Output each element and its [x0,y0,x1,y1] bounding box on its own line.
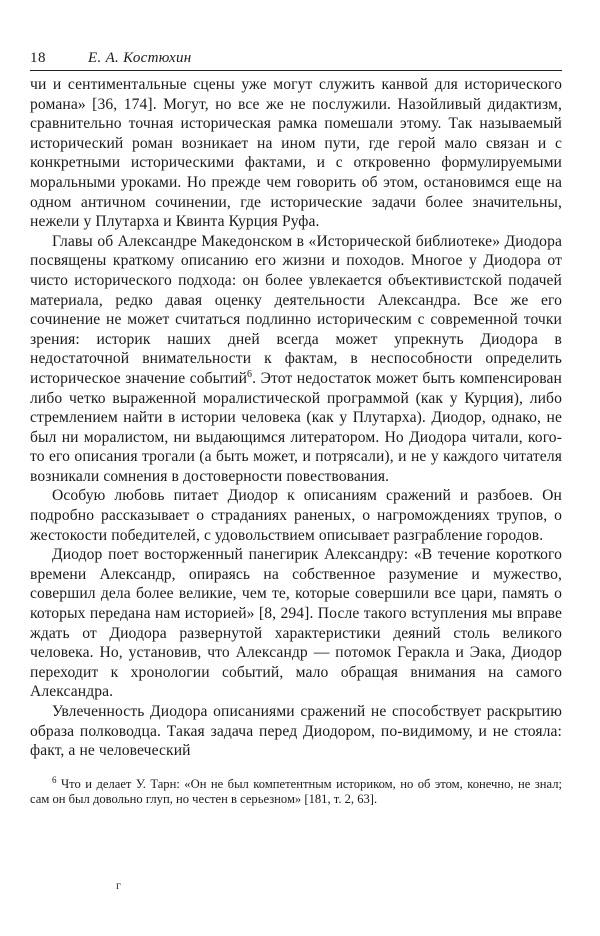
book-page [30,38,562,918]
paragraph-1: чи и сентиментальные сцены уже могут служить канвой для исторического романа» [36, 174]. Могут, но все же не послужили. Назойливый дидактизм, сравнительно точная историческая рамка помешали этому. Так называемый исторический роман возникает на ином пути, где герой мало связан и с конкретными историческими фактами, и с откровенно формулируемыми моральными уроками. Но прежде чем говорить об этом, остановимся еще на одном античном сочинении, где исторические задачи более значительны, нежели у Плутарха и Квинта Курция Руфа. [30,76,562,231]
stray-print-mark: г [116,878,121,892]
paragraph-5: Увлеченность Диодора описаниями сражений не способствует раскрытию образа полководца. Такая задача перед Диодором, по-видимому, и не стояла: факт, а не человеческий [30,703,562,760]
main-text [30,75,562,761]
footnote-number: 6 [52,774,57,785]
page-header [30,38,562,71]
running-head-author: Е. А. Костюхин [88,50,192,66]
paragraph-4: Диодор поет восторженный панегирик Александру: «В течение короткого времени Александр, опираясь на собственное разумение и мужество, совершил дела более великие, чем те, которые совершили все цари, память о которых передана нам историей» [8, 294]. После такого вступления мы вправе ждать от Диодора развернутой характеристики деяний столь великого человека. Но, установив, что Александр — потомок Геракла и Эака, Диодор переходит к хронологии событий, мало обращая внимания на самого Александра. [30,546,562,701]
footnote-reference: 6 [247,368,253,380]
footnote [30,774,562,808]
paragraph-3: Особую любовь питает Диодор к описаниям сражений и разбоев. Он подробно рассказывает о страданиях раненых, о нагромождениях трупов, о жестокости победителей, с удовольствием описывает разграбление городов. [30,487,562,544]
page-number: 18 [30,50,46,66]
paragraph-2-text-after: . Этот недостаток может быть компенсирован либо четко выраженной моралистической программой (как у Курция), либо стремлением найти в истории человека (как у Плутарха). Диодор, однако, не был ни моралистом, ни выдающимся литератором. Но Диодора читали, кого-то его описания трогали (а быть может, и потрясали), и не у каждого читателя возникали сомнения в достоверности повествования. [30,369,562,485]
paragraph-2-text-before: Главы об Александре Македонском в «Исторической библиотеке» Диодора посвящены краткому описанию его жизни и походов. Многое у Диодора от чисто исторического подхода: он более увлекается объективистской подачей материала, редко давая оценку деятельности Александра. Все же его сочинение не может считаться подлинно историческим с современной точки зрения: историк наших дней всегда может упрекнуть Диодора в недостаточной внимательности к фактам, в неспособности определить историческое значение событий [30,232,562,387]
paragraph-2 [30,232,562,487]
footnote-text: Что и делает У. Тарн: «Он не был компетентным историком, но об этом, конечно, не знал; сам он был довольно глуп, но честен в серьезном» [181, т. 2, 63]. [30,776,562,807]
